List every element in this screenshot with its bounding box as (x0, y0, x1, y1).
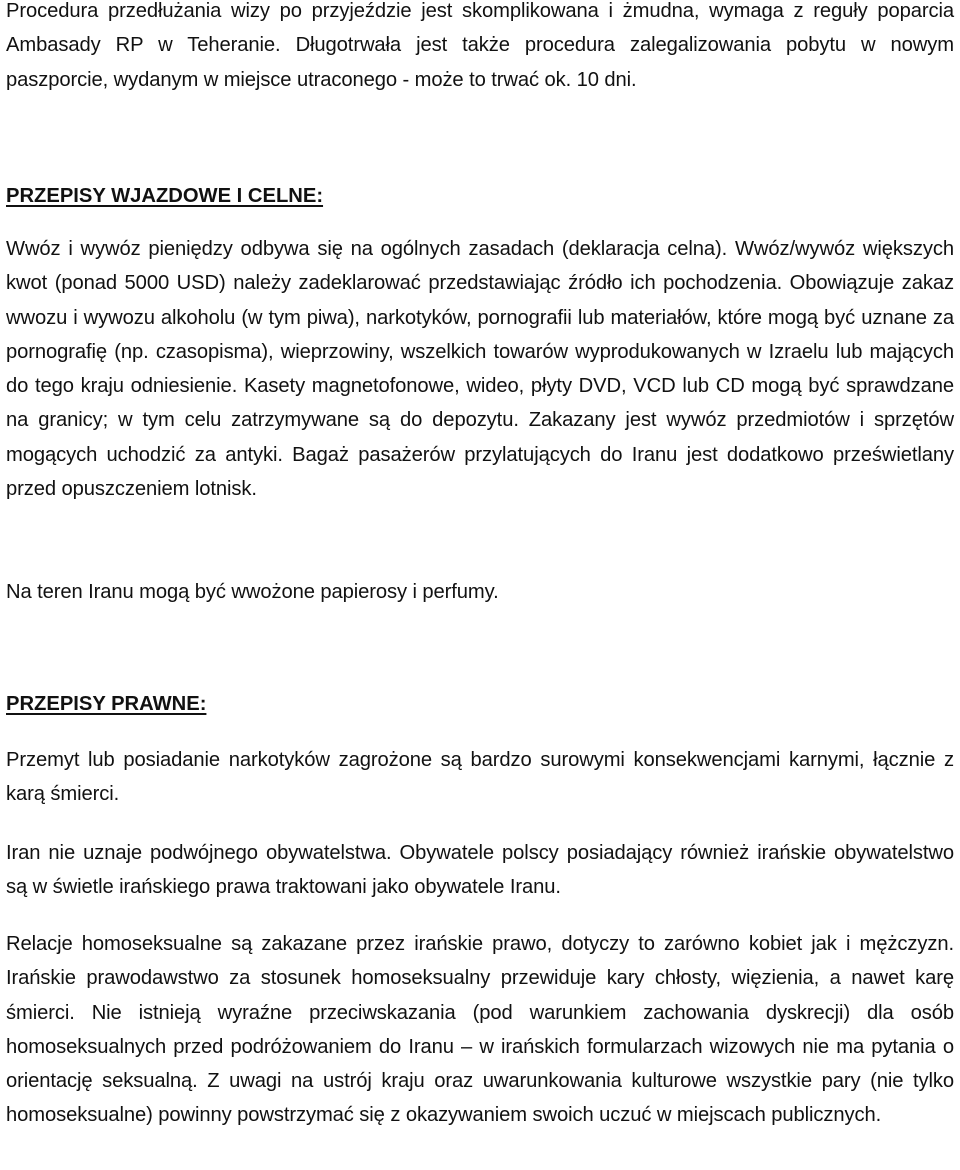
customs-note-paragraph: Na teren Iranu mogą być wwożone papierosy i perfumy. (6, 581, 499, 603)
legal-drugs-paragraph: Przemyt lub posiadanie narkotyków zagrożone są bardzo surowymi konsekwencjami karnymi, łącznie z karą śmierci. (6, 749, 954, 806)
legal-citizenship-paragraph: Iran nie uznaje podwójnego obywatelstwa. Obywatele polscy posiadający również irańskie obywatelstwo są w świetle irańskiego prawa traktowani jako obywatele Iranu. (6, 842, 954, 899)
customs-paragraph: Wwóz i wywóz pieniędzy odbywa się na ogólnych zasadach (deklaracja celna). Wwóz/wywóz większych kwot (ponad 5000 USD) należy zadeklarować przedstawiając źródło ich pochodzenia. Obowiązuje zakaz wwozu i wywozu alkoholu (w tym piwa), narkotyków, pornografii lub materiałów, które mogą być uznane za pornografię (np. czasopisma), wieprzowiny, wszelkich towarów wyprodukowanych w Izraelu lub mających do tego kraju odniesienie. Kasety magnetofonowe, wideo, płyty DVD, VCD lub CD mogą być sprawdzane na granicy; w tym celu zatrzymywane są do depozytu. Zakazany jest wywóz przedmiotów i sprzętów mogących uchodzić za antyki. Bagaż pasażerów przylatujących do Iranu jest dodatkowo prześwietlany przed opuszczeniem lotnisk. (6, 238, 954, 501)
intro-paragraph: Procedura przedłużania wizy po przyjeździe jest skomplikowana i żmudna, wymaga z reguły poparcia Ambasady RP w Teheranie. Długotrwała jest także procedura zalegalizowania pobytu w nowym paszporcie, wydanym w miejsce utraconego - może to trwać ok. 10 dni. (6, 0, 954, 91)
customs-heading: PRZEPISY WJAZDOWE I CELNE: (6, 185, 324, 207)
legal-relationships-paragraph: Relacje homoseksualne są zakazane przez irańskie prawo, dotyczy to zarówno kobiet jak i mężczyzn. Irańskie prawodawstwo za stosunek homoseksualny przewiduje kary chłosty, więzienia, a nawet karę śmierci. Nie istnieją wyraźne przeciwskazania (pod warunkiem zachowania dyskrecji) dla osób homoseksualnych przed podróżowaniem do Iranu – w irańskich formularzach wizowych nie ma pytania o orientację seksualną. Z uwagi na ustrój kraju oraz uwarunkowania kulturowe wszystkie pary (nie tylko homoseksualne) powinny powstrzymać się z okazywaniem swoich uczuć w miejscach publicznych. (6, 933, 954, 1127)
legal-heading: PRZEPISY PRAWNE: (6, 693, 207, 715)
